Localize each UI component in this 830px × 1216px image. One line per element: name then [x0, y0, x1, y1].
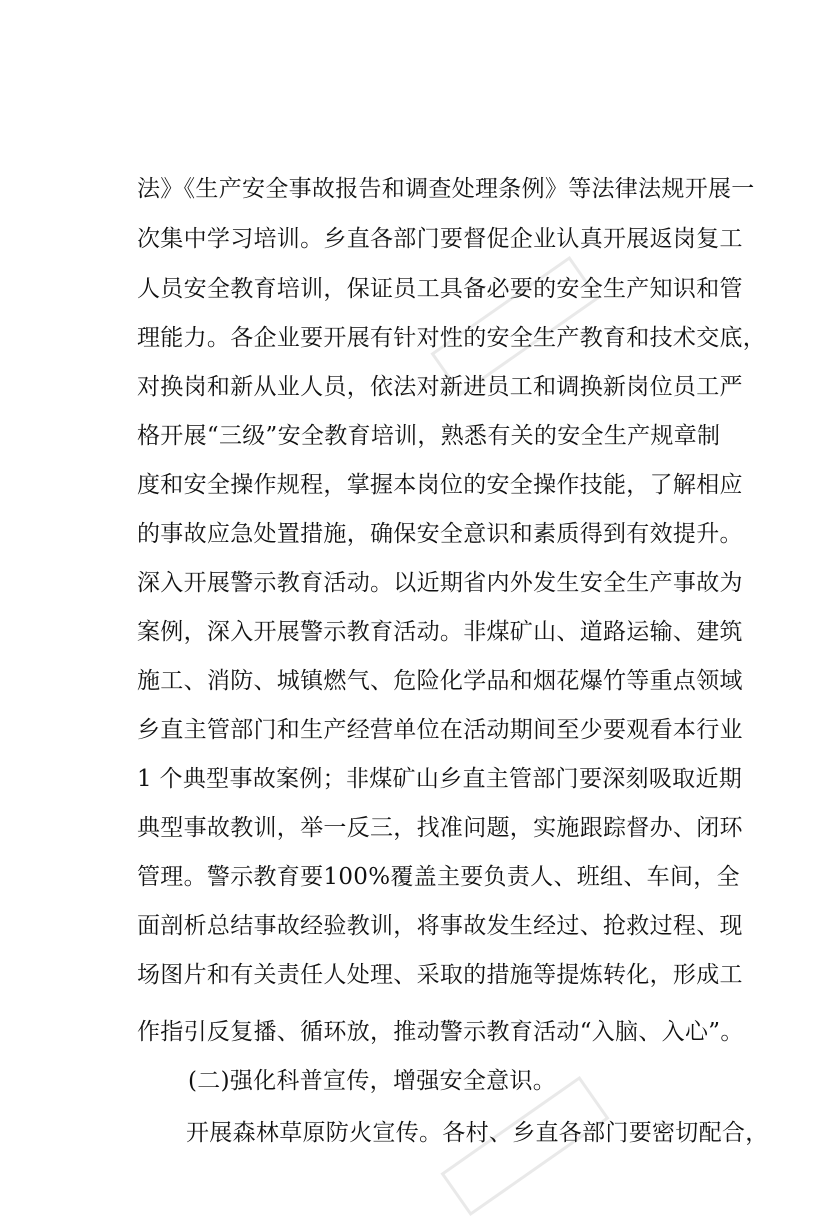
body-text-line: 度和安全操作规程，掌握本岗位的安全操作技能，了解相应 [137, 472, 743, 498]
body-text-line: 乡直主管部门和生产经营单位在活动期间至少要观看本行业 [137, 717, 743, 743]
section-heading: (二)强化科普宣传，增强安全意识。 [188, 1068, 557, 1094]
body-text-line: 对换岗和新从业人员，依法对新进员工和调换新岗位员工严 [137, 374, 743, 400]
body-text-line: 面剖析总结事故经验教训，将事故发生经过、抢救过程、现 [137, 913, 743, 939]
body-text-line: 管理。警示教育要100%覆盖主要负责人、班组、车间，全 [137, 864, 740, 890]
body-text-line: 场图片和有关责任人处理、采取的措施等提炼转化，形成工 [137, 962, 743, 988]
body-text-line: 人员安全教育培训，保证员工具备必要的安全生产知识和管 [137, 276, 743, 302]
body-text-line: 深入开展警示教育活动。以近期省内外发生安全生产事故为 [137, 570, 743, 596]
body-text-line: 的事故应急处置措施，确保安全意识和素质得到有效提升。 [137, 521, 743, 547]
body-text-line: 作指引反复播、循环放，推动警示教育活动“入脑、入心”。 [137, 1019, 744, 1045]
body-text-line: 法》《生产安全事故报告和调查处理条例》等法律法规开展一 [137, 176, 755, 202]
body-text-line: 开展森林草原防火宣传。各村、乡直各部门要密切配合， [186, 1120, 769, 1146]
body-text-line: 施工、消防、城镇燃气、危险化学品和烟花爆竹等重点领域 [137, 668, 743, 694]
body-text-line: 次集中学习培训。乡直各部门要督促企业认真开展返岗复工 [137, 226, 743, 252]
body-text-line: 理能力。各企业要开展有针对性的安全生产教育和技术交底， [137, 325, 767, 351]
body-text-line: 案例，深入开展警示教育活动。非煤矿山、道路运输、建筑 [137, 619, 743, 645]
body-text-line: 典型事故教训，举一反三，找准问题，实施跟踪督办、闭环 [137, 815, 743, 841]
body-text-line: 格开展“三级”安全教育培训，熟悉有关的安全生产规章制 [137, 423, 721, 449]
body-text-line: 1 个典型事故案例；非煤矿山乡直主管部门要深刻吸取近期 [137, 766, 743, 792]
